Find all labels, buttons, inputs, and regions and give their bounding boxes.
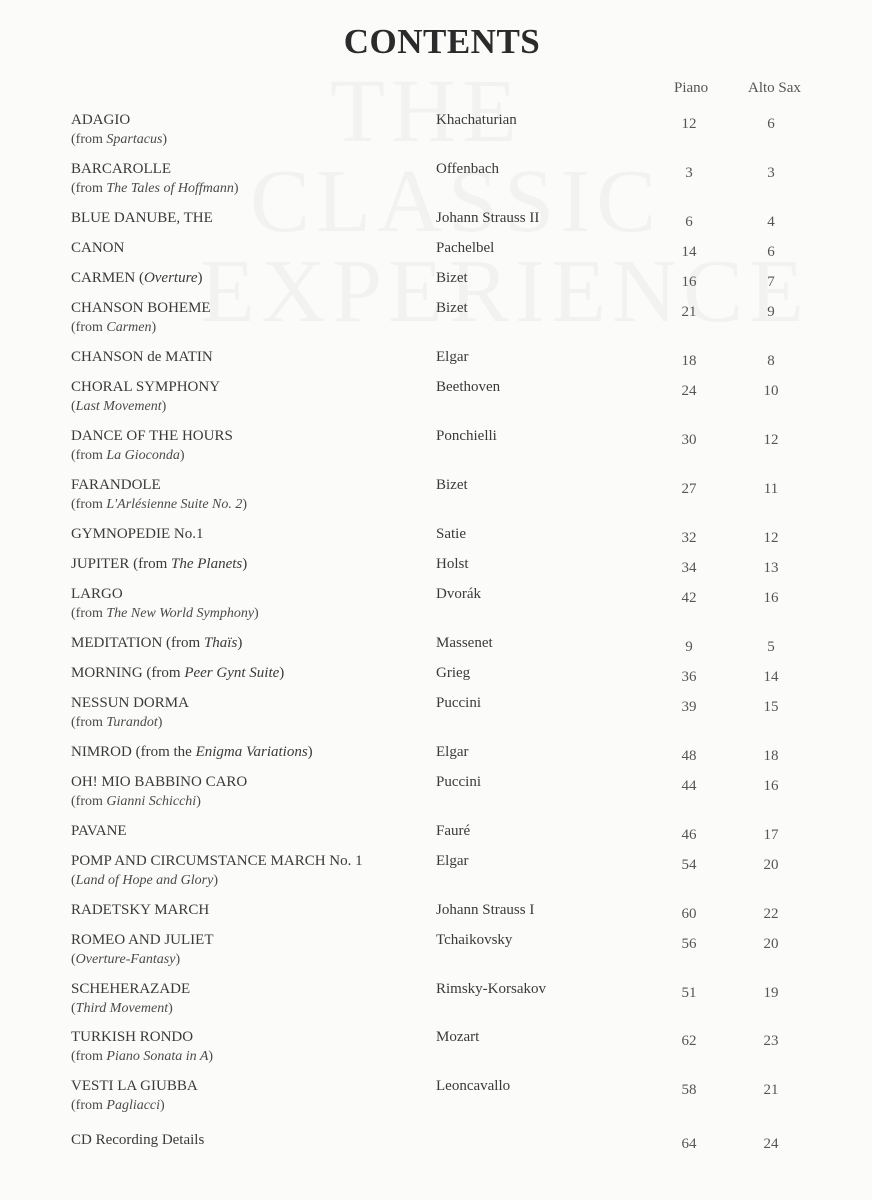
entry-piano-page: 30	[681, 432, 697, 448]
entry-subtitle-text: (	[71, 1001, 76, 1016]
entry-sax-page: 16	[763, 778, 779, 794]
entry-subtitle	[71, 181, 239, 197]
entry-sax-page: 22	[763, 906, 779, 922]
entry-title	[71, 744, 313, 761]
entry-subtitle-italic: Pagliacci	[106, 1098, 161, 1113]
entry-title-main: POMP AND CIRCUMSTANCE MARCH No. 1	[71, 853, 363, 869]
entry-title-main: PAVANE	[71, 823, 127, 839]
entry-composer: Satie	[436, 526, 466, 542]
entry-title	[71, 112, 130, 129]
entry-title-main: CHORAL SYMPHONY	[71, 379, 221, 395]
entry-title	[71, 981, 190, 998]
entry-title	[71, 774, 247, 791]
entry-subtitle-text: )	[196, 794, 201, 809]
entry-piano-page: 44	[681, 778, 697, 794]
entry-composer: Bizet	[436, 270, 468, 286]
entry-title	[71, 1078, 198, 1095]
entry-title	[71, 240, 124, 257]
entry-title-main: OH! MIO BABBINO CARO	[71, 774, 248, 790]
contents-entry	[0, 1029, 872, 1069]
column-header-piano: Piano	[674, 80, 709, 96]
entry-subtitle	[71, 715, 162, 731]
entry-title	[71, 932, 214, 949]
entry-title-main: SCHEHERAZADE	[71, 981, 191, 997]
entry-piano-page: 27	[681, 481, 697, 497]
entry-sax-page: 11	[763, 481, 779, 497]
entry-title-paren: (from	[142, 665, 185, 681]
entry-sax-page: 6	[767, 244, 775, 260]
entry-subtitle-italic: Third Movement	[75, 1001, 169, 1016]
entry-title-main: MORNING	[71, 665, 143, 681]
entry-title-italic: Overture	[143, 270, 198, 286]
entry-title	[71, 853, 363, 870]
contents-entry	[0, 932, 872, 972]
contents-entry	[0, 300, 872, 340]
entry-sax-page: 16	[763, 590, 779, 606]
entry-title-paren: (from	[162, 635, 204, 651]
entry-composer: Grieg	[436, 665, 471, 681]
entry-title-paren: )	[242, 556, 248, 572]
entry-sax-page: 14	[763, 669, 779, 685]
entry-title	[71, 1132, 204, 1149]
entry-title-main: MEDITATION	[71, 635, 163, 651]
contents-entry	[0, 695, 872, 735]
entry-subtitle	[71, 1001, 173, 1017]
entry-piano-page: 14	[681, 244, 697, 260]
entry-piano-page: 54	[681, 857, 697, 873]
entry-composer: Offenbach	[436, 161, 500, 177]
entry-title-main: CHANSON de MATIN	[71, 349, 213, 365]
entry-subtitle-text: )	[213, 873, 219, 888]
entry-subtitle-italic: Spartacus	[106, 132, 163, 147]
entry-title-main: FARANDOLE	[71, 477, 161, 493]
entry-subtitle	[71, 132, 167, 148]
entry-composer: Johann Strauss II	[436, 210, 540, 226]
entry-title-main: RADETSKY MARCH	[71, 902, 210, 918]
entry-subtitle-text: )	[160, 1098, 165, 1113]
entry-subtitle-text: )	[162, 132, 168, 147]
entry-subtitle-text: (	[71, 952, 76, 967]
entry-piano-page: 48	[681, 748, 697, 764]
entry-sax-page: 9	[767, 304, 775, 320]
entry-subtitle-text: )	[179, 448, 185, 463]
contents-entry	[0, 428, 872, 468]
entry-composer: Elgar	[436, 853, 469, 869]
entry-sax-page: 20	[763, 857, 779, 873]
entry-title	[71, 665, 284, 682]
entry-sax-page: 13	[763, 560, 779, 576]
entry-subtitle-text: (from	[71, 181, 107, 196]
entry-title-main: TURKISH RONDO	[71, 1029, 194, 1045]
entry-subtitle	[71, 497, 247, 513]
entry-sax-page: 21	[763, 1082, 779, 1098]
entry-subtitle-text: )	[157, 715, 163, 730]
entry-sax-page: 8	[767, 353, 775, 369]
entry-title	[71, 349, 213, 366]
contents-entry	[0, 1132, 872, 1172]
entry-title-main: CARMEN	[71, 270, 136, 286]
entry-title-main: JUPITER	[71, 556, 130, 572]
entry-subtitle-text: )	[161, 399, 167, 414]
entry-piano-page: 36	[681, 669, 697, 685]
entry-subtitle-italic: Turandot	[106, 715, 158, 730]
entry-title-paren: )	[197, 270, 203, 286]
entry-sax-page: 12	[763, 432, 779, 448]
entry-subtitle-italic: The Tales of Hoffmann	[106, 181, 234, 196]
entry-subtitle-text: (from	[71, 448, 107, 463]
entry-subtitle-italic: Piano Sonata in A	[106, 1049, 209, 1064]
entry-subtitle-text: (from	[71, 606, 107, 621]
entry-sax-page: 17	[763, 827, 779, 843]
entry-title-italic: The Planets	[171, 556, 243, 572]
entry-subtitle-italic: Carmen	[106, 320, 152, 335]
entry-piano-page: 64	[681, 1136, 697, 1152]
entry-piano-page: 62	[681, 1033, 697, 1049]
entry-title	[71, 635, 242, 652]
entry-title-paren: (from	[129, 556, 171, 572]
entry-piano-page: 3	[685, 165, 693, 181]
entry-piano-page: 24	[681, 383, 697, 399]
entry-title-paren: )	[279, 665, 285, 681]
entry-subtitle	[71, 399, 166, 415]
entry-title-italic: Peer Gynt Suite	[184, 665, 280, 681]
entry-sax-page: 4	[767, 214, 775, 230]
entry-composer: Puccini	[436, 774, 481, 790]
entry-subtitle	[71, 794, 201, 810]
contents-entry	[0, 161, 872, 201]
entry-title-main: CHANSON BOHEME	[71, 300, 211, 316]
entry-piano-page: 21	[681, 304, 697, 320]
entry-sax-page: 5	[767, 639, 775, 655]
entry-title-paren: (	[135, 270, 144, 286]
entry-piano-page: 60	[681, 906, 697, 922]
entry-subtitle-italic: La Gioconda	[106, 448, 180, 463]
entry-title	[71, 695, 189, 712]
entry-piano-page: 6	[685, 214, 693, 230]
entry-title	[71, 902, 209, 919]
entry-title-main: ROMEO AND JULIET	[71, 932, 214, 948]
entry-title	[71, 586, 123, 603]
entry-sax-page: 7	[767, 274, 775, 290]
entry-composer: Johann Strauss I	[436, 902, 535, 918]
entry-subtitle	[71, 606, 259, 622]
entry-subtitle	[71, 952, 180, 968]
entry-subtitle-text: (from	[71, 1098, 107, 1113]
entry-subtitle-text: )	[208, 1049, 214, 1064]
entry-piano-page: 34	[681, 560, 697, 576]
entry-sax-page: 12	[763, 530, 779, 546]
entry-title-main: NIMROD	[71, 744, 132, 760]
entry-piano-page: 39	[681, 699, 697, 715]
entry-piano-page: 46	[681, 827, 697, 843]
entry-sax-page: 6	[767, 116, 775, 132]
entry-title	[71, 270, 203, 287]
entry-subtitle-text: (from	[71, 320, 107, 335]
entry-composer: Elgar	[436, 349, 469, 365]
entry-title	[71, 210, 213, 227]
entry-composer: Puccini	[436, 695, 481, 711]
contents-entry	[0, 379, 872, 419]
entry-title-main: CD Recording Details	[71, 1132, 205, 1148]
entry-subtitle-text: )	[175, 952, 181, 967]
contents-entry	[0, 112, 872, 152]
entry-sax-page: 18	[763, 748, 779, 764]
entry-composer: Tchaikovsky	[436, 932, 513, 948]
entry-piano-page: 56	[681, 936, 697, 952]
contents-entry	[0, 586, 872, 626]
entry-piano-page: 32	[681, 530, 697, 546]
entry-subtitle-text: )	[151, 320, 157, 335]
entry-title	[71, 300, 211, 317]
entry-piano-page: 42	[681, 590, 697, 606]
entry-subtitle	[71, 1049, 213, 1065]
entry-piano-page: 58	[681, 1082, 697, 1098]
entry-title-main: CANON	[71, 240, 125, 256]
entry-composer: Khachaturian	[436, 112, 517, 128]
entry-subtitle-text: (from	[71, 497, 107, 512]
entry-title-main: DANCE OF THE HOURS	[71, 428, 233, 444]
entry-title-paren: )	[237, 635, 243, 651]
entry-sax-page: 24	[763, 1136, 779, 1152]
contents-entry	[0, 1078, 872, 1118]
entry-composer: Beethoven	[436, 379, 501, 395]
page-title: CONTENTS	[343, 22, 541, 61]
contents-entry	[0, 774, 872, 814]
entry-title-main: VESTI LA GIUBBA	[71, 1078, 198, 1094]
entry-subtitle	[71, 873, 218, 889]
entry-composer: Mozart	[436, 1029, 480, 1045]
entry-title-main: LARGO	[71, 586, 123, 602]
entry-subtitle-text: )	[233, 181, 239, 196]
entry-subtitle	[71, 448, 185, 464]
contents-entry	[0, 981, 872, 1021]
entry-title-paren: )	[307, 744, 313, 760]
entry-title	[71, 823, 127, 840]
entry-subtitle-text: (	[71, 399, 76, 414]
entry-composer: Fauré	[436, 823, 471, 839]
entry-title	[71, 379, 220, 396]
entry-title-main: GYMNOPEDIE No.1	[71, 526, 204, 542]
entry-title-main: BLUE DANUBE, THE	[71, 210, 213, 226]
entry-subtitle-text: (from	[71, 1049, 107, 1064]
entry-subtitle-text: )	[242, 497, 248, 512]
entry-piano-page: 9	[685, 639, 693, 655]
entry-title-paren: (from the	[131, 744, 196, 760]
entry-sax-page: 19	[763, 985, 779, 1001]
entry-title	[71, 526, 204, 543]
entry-subtitle-italic: Overture-Fantasy	[75, 952, 176, 967]
entry-piano-page: 16	[681, 274, 697, 290]
entry-subtitle-text: (from	[71, 715, 107, 730]
entry-sax-page: 20	[763, 936, 779, 952]
contents-entry	[0, 477, 872, 517]
entry-composer: Massenet	[436, 635, 493, 651]
entry-composer: Holst	[436, 556, 469, 572]
entry-piano-page: 51	[681, 985, 697, 1001]
entry-sax-page: 3	[767, 165, 775, 181]
entry-title-main: ADAGIO	[71, 112, 131, 128]
entry-title	[71, 161, 171, 178]
entry-title	[71, 1029, 193, 1046]
entry-title-main: NESSUN DORMA	[71, 695, 189, 711]
entry-composer: Pachelbel	[436, 240, 495, 256]
entry-subtitle	[71, 1098, 165, 1114]
entry-piano-page: 12	[681, 116, 697, 132]
entry-composer: Bizet	[436, 300, 468, 316]
contents-entry	[0, 853, 872, 893]
entry-composer: Rimsky-Korsakov	[436, 981, 546, 997]
entry-title-italic: Enigma Variations	[195, 744, 308, 760]
entry-sax-page: 23	[763, 1033, 779, 1049]
entry-piano-page: 18	[681, 353, 697, 369]
entry-composer: Ponchielli	[436, 428, 497, 444]
entry-subtitle-italic: Land of Hope and Glory	[75, 873, 214, 888]
entry-subtitle	[71, 320, 156, 336]
entry-subtitle-italic: The New World Symphony	[106, 606, 255, 621]
entry-title-italic: Thaïs	[203, 635, 238, 651]
entry-subtitle-text: (from	[71, 794, 107, 809]
entry-subtitle-italic: Last Movement	[75, 399, 162, 414]
entry-composer: Dvorák	[436, 586, 481, 602]
entry-subtitle-text: )	[168, 1001, 173, 1016]
entry-subtitle-italic: L'Arlésienne Suite No. 2	[106, 497, 243, 512]
entry-title	[71, 477, 161, 494]
entry-title	[71, 556, 247, 573]
entry-title	[71, 428, 233, 445]
entry-composer: Elgar	[436, 744, 469, 760]
entry-sax-page: 15	[763, 699, 779, 715]
entry-subtitle-text: (from	[71, 132, 107, 147]
entry-subtitle-text: (	[71, 873, 76, 888]
entry-title-main: BARCAROLLE	[71, 161, 172, 177]
column-header-alto-sax: Alto Sax	[748, 80, 801, 96]
entry-subtitle-text: )	[254, 606, 259, 621]
entry-sax-page: 10	[763, 383, 779, 399]
entry-composer: Leoncavallo	[436, 1078, 511, 1094]
entry-subtitle-italic: Gianni Schicchi	[106, 794, 197, 809]
entry-composer: Bizet	[436, 477, 468, 493]
